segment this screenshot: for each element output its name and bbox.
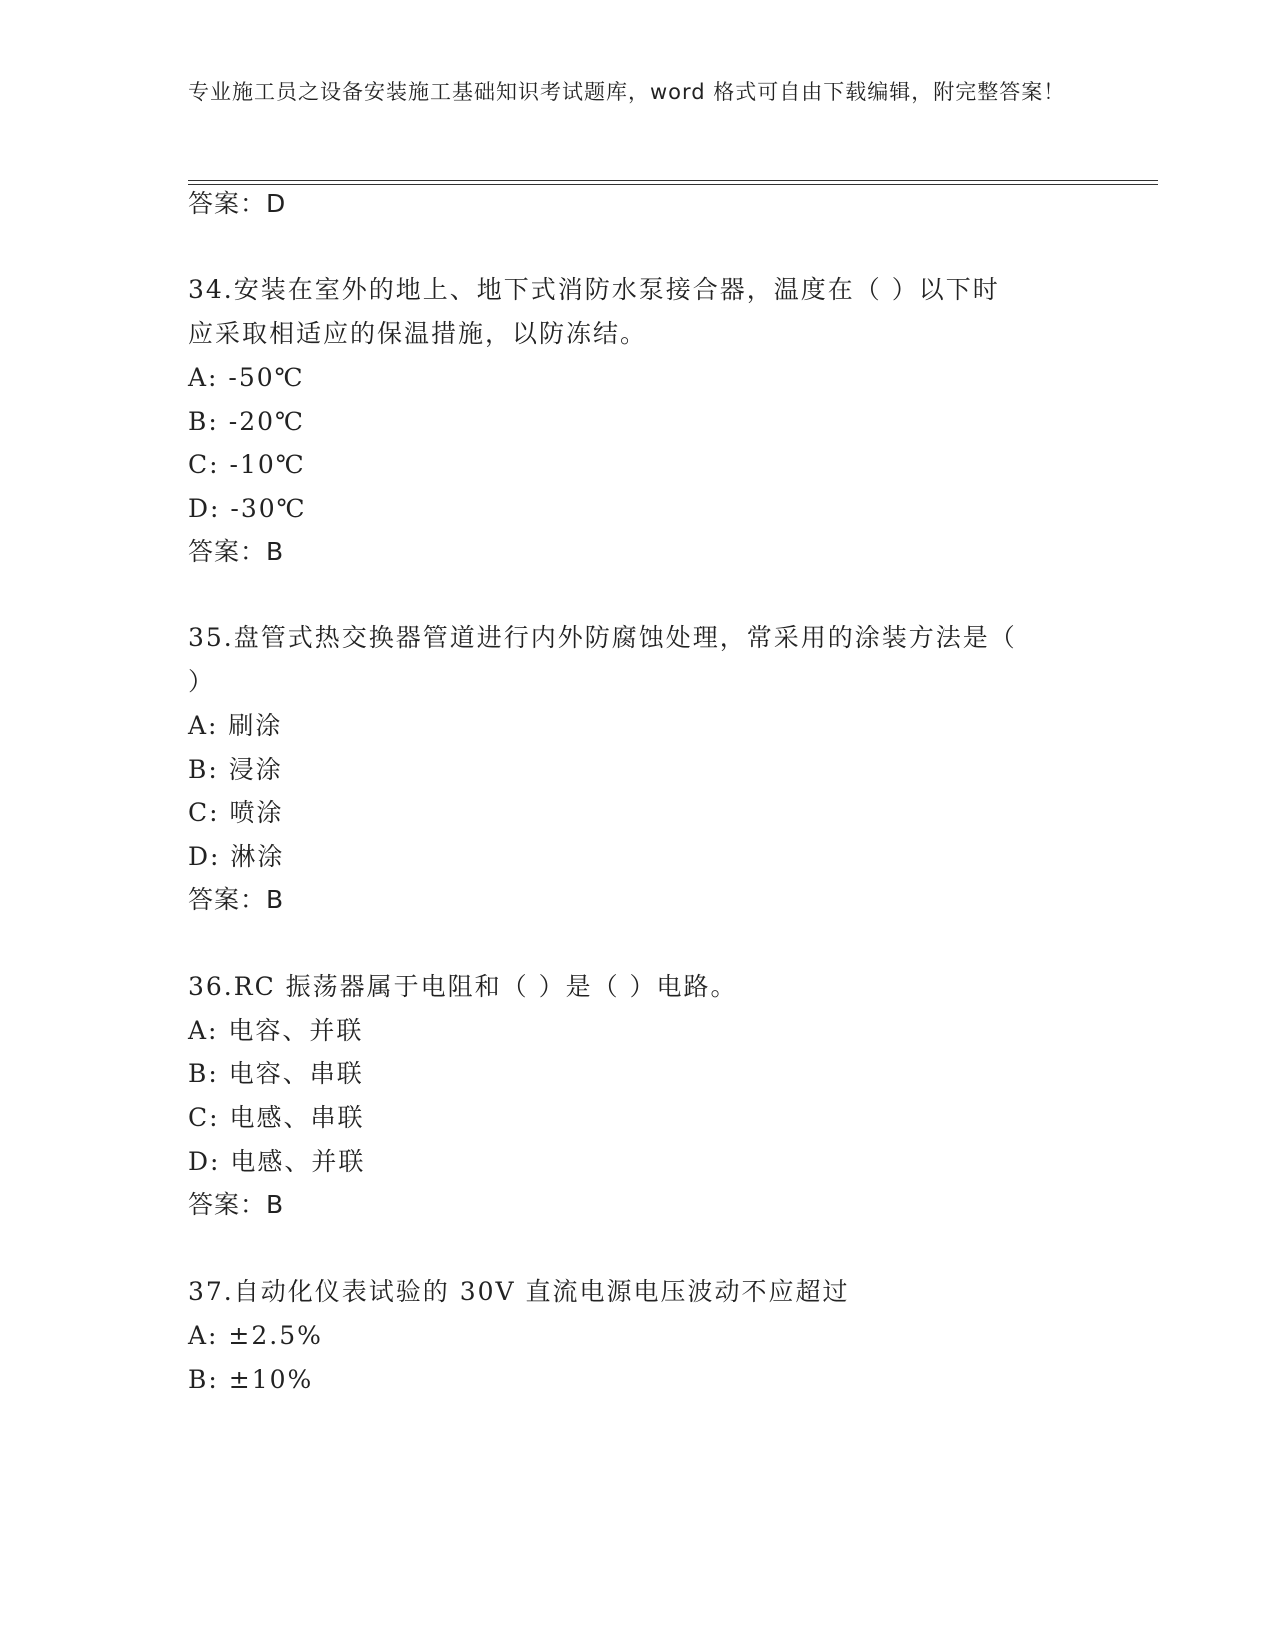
question-34-option-d: D: -30℃	[188, 494, 307, 523]
question-35-stem-line-1: 35.盘管式热交换器管道进行内外防腐蚀处理，常采用的涂装方法是（	[188, 623, 1017, 652]
answer-33: 答案：D	[188, 189, 287, 218]
question-34-answer: 答案：B	[188, 537, 285, 566]
question-36-option-a: A: 电容、并联	[188, 1016, 364, 1045]
question-35-option-b: B: 浸涂	[188, 755, 283, 784]
question-35-option-d: D: 淋涂	[188, 842, 285, 871]
document-header: 专业施工员之设备安装施工基础知识考试题库，word 格式可自由下载编辑，附完整答案！	[188, 80, 1066, 104]
question-35-stem-line-2: ）	[188, 667, 216, 696]
question-37-option-a: A: ±2.5%	[188, 1321, 323, 1350]
question-35-option-a: A: 刷涂	[188, 711, 283, 740]
question-34-option-b: B: -20℃	[188, 407, 305, 436]
question-36-stem-line-1: 36.RC 振荡器属于电阻和（ ）是（ ）电路。	[188, 972, 738, 1001]
question-34-option-a: A: -50℃	[188, 363, 305, 392]
question-35-answer: 答案：B	[188, 885, 285, 914]
question-34-stem-line-2: 应采取相适应的保温措施，以防冻结。	[188, 319, 648, 348]
question-35-option-c: C: 喷涂	[188, 798, 284, 827]
question-36-option-b: B: 电容、串联	[188, 1059, 364, 1088]
header-divider-top	[188, 180, 1158, 181]
question-36-option-d: D: 电感、并联	[188, 1147, 366, 1176]
question-34-option-c: C: -10℃	[188, 450, 306, 479]
question-36-option-c: C: 电感、串联	[188, 1103, 365, 1132]
question-36-answer: 答案：B	[188, 1190, 285, 1219]
header-divider-bottom	[188, 184, 1158, 185]
question-34-stem-line-1: 34.安装在室外的地上、地下式消防水泵接合器，温度在（ ）以下时	[188, 275, 1000, 304]
question-37-option-b: B: ±10%	[188, 1365, 314, 1394]
question-37-stem-line-1: 37.自动化仪表试验的 30V 直流电源电压波动不应超过	[188, 1277, 850, 1306]
